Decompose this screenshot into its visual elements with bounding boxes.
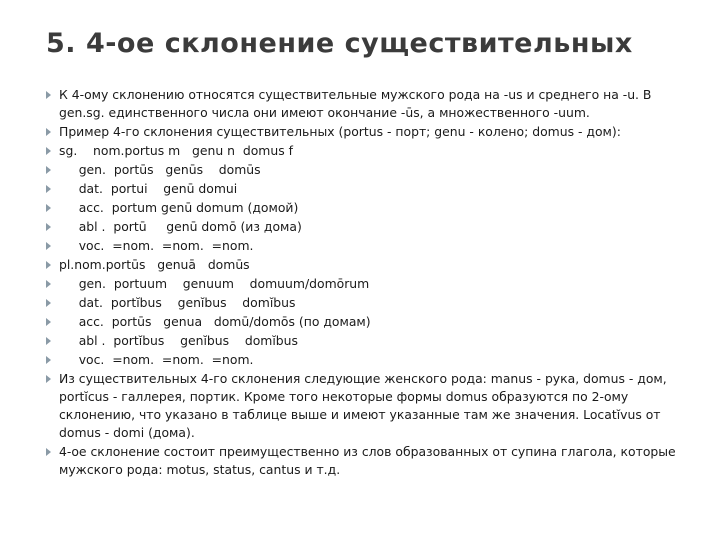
bullet-item	[46, 142, 686, 160]
bullet-arrow-icon	[46, 337, 51, 345]
bullet-arrow-icon	[46, 299, 51, 307]
bullet-arrow-icon	[46, 166, 51, 174]
declension-row: voc. =nom. =nom. =nom.	[59, 238, 254, 253]
bullet-item	[46, 237, 686, 255]
bullet-item	[46, 294, 686, 312]
declension-row: abl . portū genū domō (из дома)	[59, 219, 302, 234]
bullet-text: Из существительных 4-го склонения следующие женского рода: manus - рука, domus - дом, portĭcus - галлерея, портик. Кроме того некоторые формы domus образуются по 2-ому склонению, что указано в таблице выше и имеют указанные там же значения. Locatĭvus от domus - domi (дома).	[59, 371, 667, 440]
bullet-arrow-icon	[46, 318, 51, 326]
slide-title: 5. 4-ое склонение существительных	[46, 28, 633, 59]
bullet-arrow-icon	[46, 448, 51, 456]
bullet-arrow-icon	[46, 223, 51, 231]
bullet-arrow-icon	[46, 128, 51, 136]
declension-row: voc. =nom. =nom. =nom.	[59, 352, 254, 367]
bullet-arrow-icon	[46, 91, 51, 99]
bullet-item	[46, 180, 686, 198]
declension-row: acc. portum genū domum (домой)	[59, 200, 299, 215]
bullet-arrow-icon	[46, 375, 51, 383]
bullet-arrow-icon	[46, 185, 51, 193]
bullet-item	[46, 86, 686, 122]
bullet-item	[46, 443, 686, 479]
bullet-item	[46, 123, 686, 141]
bullet-text: Пример 4-го склонения существительных (portus - порт; genu - колено; domus - дом):	[59, 124, 621, 139]
declension-row: acc. portūs genua domū/domōs (по домам)	[59, 314, 371, 329]
declension-row: gen. portūs genūs domūs	[59, 162, 261, 177]
bullet-arrow-icon	[46, 261, 51, 269]
declension-row: sg. nom.portus m genu n domus f	[59, 143, 293, 158]
bullet-item	[46, 256, 686, 274]
bullet-item	[46, 218, 686, 236]
bullet-arrow-icon	[46, 280, 51, 288]
bullet-item	[46, 275, 686, 293]
bullet-text: 4-ое склонение состоит преимущественно из слов образованных от супина глагола, которые мужского рода: motus, status, cantus и т.д.	[59, 444, 676, 477]
declension-row: abl . portĭbus genĭbus domĭbus	[59, 333, 298, 348]
bullet-item	[46, 313, 686, 331]
bullet-arrow-icon	[46, 242, 51, 250]
bullet-item	[46, 161, 686, 179]
bullet-item	[46, 332, 686, 350]
bullet-text: К 4-ому склонению относятся существительные мужского рода на -us и среднего на -u. В gen.sg. единственного числа они имеют окончание -ūs, а множественного -uum.	[59, 87, 652, 120]
declension-row: dat. portĭbus genĭbus domĭbus	[59, 295, 296, 310]
bullet-arrow-icon	[46, 147, 51, 155]
bullet-item	[46, 199, 686, 217]
declension-row: dat. portui genū domui	[59, 181, 238, 196]
bullet-item	[46, 351, 686, 369]
bullet-list	[46, 86, 686, 480]
bullet-arrow-icon	[46, 204, 51, 212]
bullet-arrow-icon	[46, 356, 51, 364]
declension-row: pl.nom.portūs genuā domūs	[59, 257, 250, 272]
declension-row: gen. portuum genuum domuum/domōrum	[59, 276, 370, 291]
bullet-item	[46, 370, 686, 442]
